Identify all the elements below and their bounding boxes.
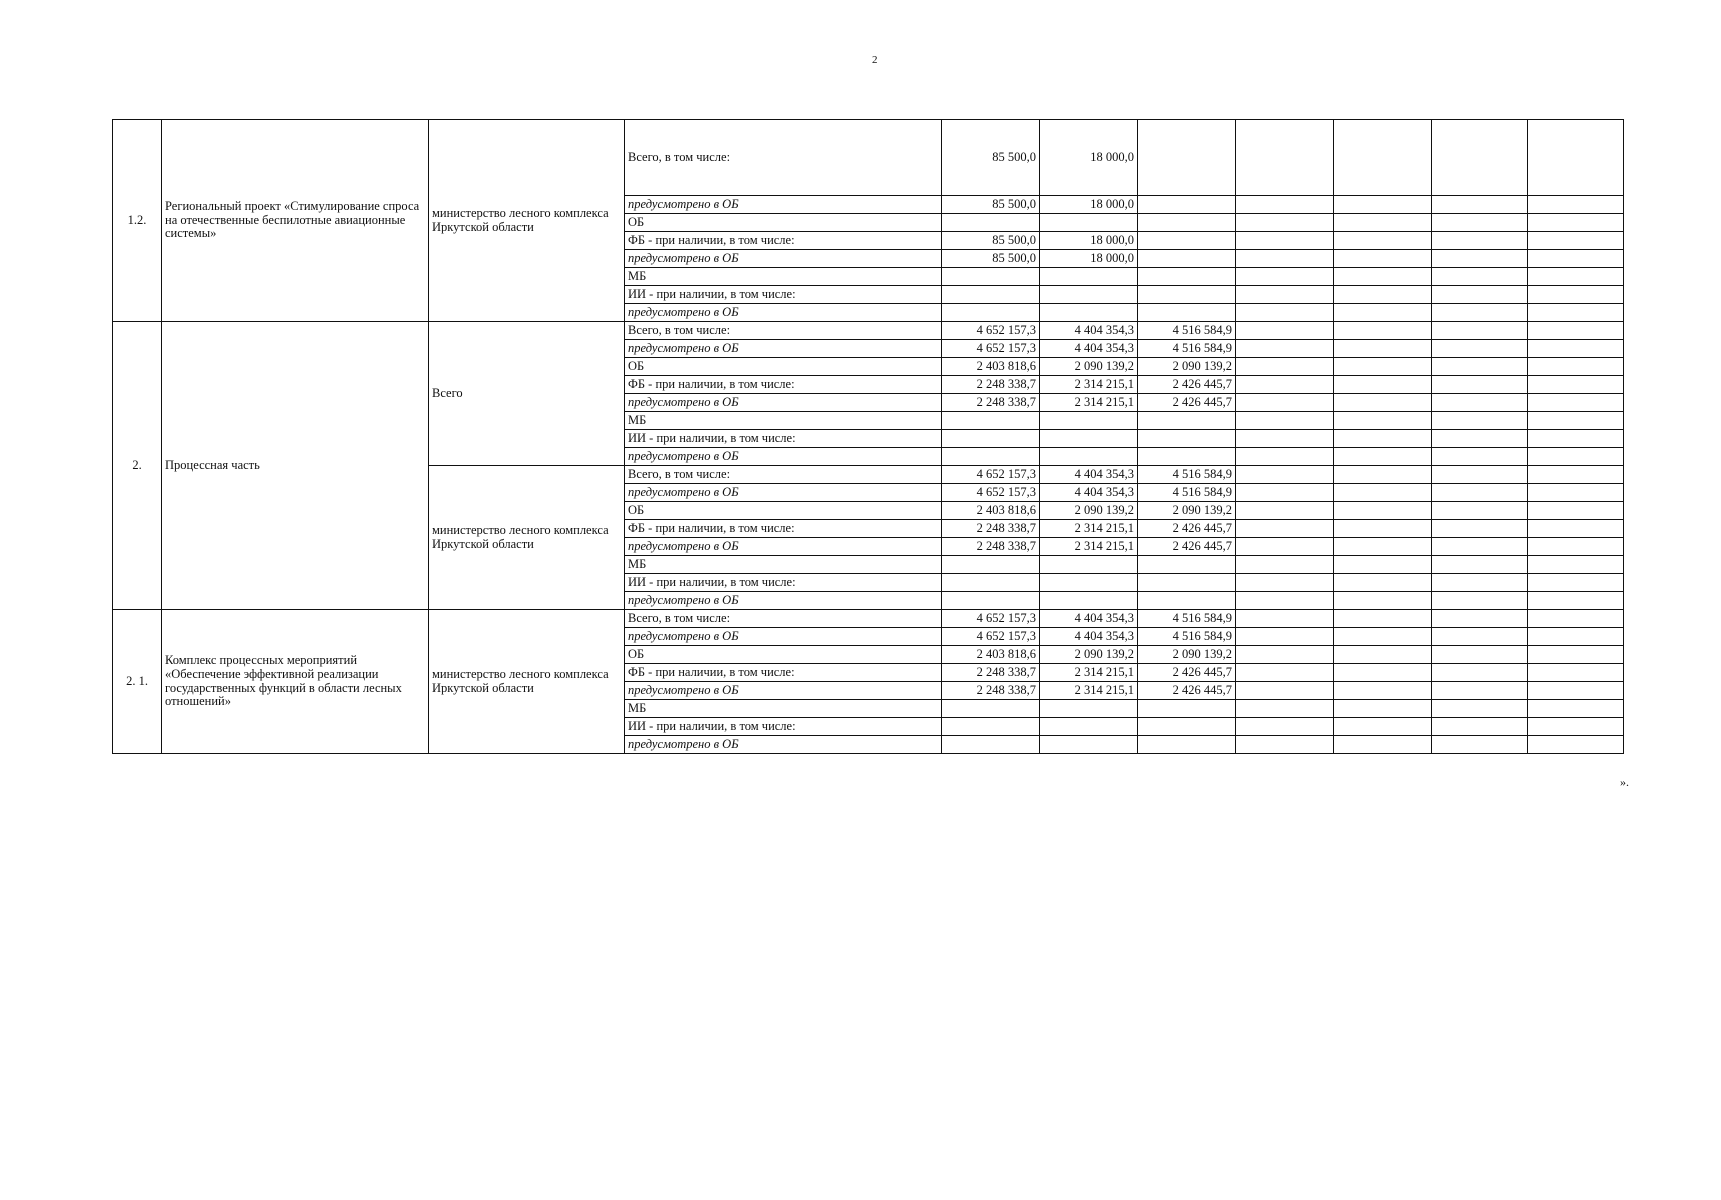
empty-cell: [1236, 700, 1334, 718]
empty-cell: [1432, 556, 1528, 574]
amount-cell: 2 426 445,7: [1138, 394, 1236, 412]
funding-source-cell: ИИ - при наличии, в том числе:: [625, 718, 942, 736]
empty-cell: [1236, 466, 1334, 484]
empty-cell: [1236, 120, 1334, 196]
empty-cell: [1334, 214, 1432, 232]
empty-cell: [1528, 214, 1624, 232]
empty-cell: [1432, 574, 1528, 592]
empty-cell: [1334, 628, 1432, 646]
empty-cell: [1432, 232, 1528, 250]
empty-cell: [1334, 682, 1432, 700]
funding-source-cell: ФБ - при наличии, в том числе:: [625, 664, 942, 682]
funding-source-cell: ИИ - при наличии, в том числе:: [625, 430, 942, 448]
empty-cell: [1432, 268, 1528, 286]
empty-cell: [1236, 268, 1334, 286]
empty-cell: [1432, 412, 1528, 430]
empty-cell: [1528, 574, 1624, 592]
empty-cell: [1334, 718, 1432, 736]
empty-cell: [1334, 646, 1432, 664]
amount-cell: 85 500,0: [942, 232, 1040, 250]
empty-cell: [1432, 610, 1528, 628]
funding-source-cell: МБ: [625, 700, 942, 718]
funding-source-cell: предусмотрено в ОБ: [625, 250, 942, 268]
amount-cell: 4 652 157,3: [942, 322, 1040, 340]
empty-cell: [1528, 322, 1624, 340]
empty-cell: [1334, 574, 1432, 592]
amount-cell: 2 248 338,7: [942, 394, 1040, 412]
amount-cell: [1138, 120, 1236, 196]
empty-cell: [1236, 394, 1334, 412]
empty-cell: [1432, 286, 1528, 304]
amount-cell: 18 000,0: [1040, 196, 1138, 214]
amount-cell: 2 403 818,6: [942, 646, 1040, 664]
empty-cell: [1236, 502, 1334, 520]
amount-cell: [942, 700, 1040, 718]
amount-cell: 18 000,0: [1040, 232, 1138, 250]
empty-cell: [1334, 376, 1432, 394]
empty-cell: [1334, 592, 1432, 610]
empty-cell: [1236, 196, 1334, 214]
table-body: [113, 120, 1624, 754]
empty-cell: [1236, 646, 1334, 664]
empty-cell: [1432, 214, 1528, 232]
empty-cell: [1236, 412, 1334, 430]
empty-cell: [1236, 718, 1334, 736]
empty-cell: [1236, 304, 1334, 322]
amount-cell: 2 426 445,7: [1138, 520, 1236, 538]
empty-cell: [1528, 466, 1624, 484]
amount-cell: [1040, 448, 1138, 466]
amount-cell: 2 090 139,2: [1040, 502, 1138, 520]
funding-source-cell: ФБ - при наличии, в том числе:: [625, 232, 942, 250]
empty-cell: [1528, 268, 1624, 286]
empty-cell: [1528, 592, 1624, 610]
empty-cell: [1432, 466, 1528, 484]
amount-cell: 4 652 157,3: [942, 610, 1040, 628]
empty-cell: [1528, 628, 1624, 646]
amount-cell: [942, 286, 1040, 304]
amount-cell: 2 090 139,2: [1040, 646, 1138, 664]
empty-cell: [1334, 736, 1432, 754]
empty-cell: [1528, 448, 1624, 466]
amount-cell: [1040, 592, 1138, 610]
amount-cell: [942, 736, 1040, 754]
amount-cell: 2 426 445,7: [1138, 376, 1236, 394]
amount-cell: 2 314 215,1: [1040, 664, 1138, 682]
empty-cell: [1528, 120, 1624, 196]
amount-cell: 2 248 338,7: [942, 520, 1040, 538]
empty-cell: [1236, 322, 1334, 340]
empty-cell: [1528, 394, 1624, 412]
amount-cell: [1040, 304, 1138, 322]
empty-cell: [1334, 610, 1432, 628]
empty-cell: [1432, 196, 1528, 214]
amount-cell: 2 248 338,7: [942, 376, 1040, 394]
amount-cell: [1138, 736, 1236, 754]
amount-cell: [1040, 430, 1138, 448]
empty-cell: [1334, 196, 1432, 214]
empty-cell: [1432, 376, 1528, 394]
empty-cell: [1528, 718, 1624, 736]
table-row: [113, 322, 1624, 340]
empty-cell: [1334, 664, 1432, 682]
empty-cell: [1528, 520, 1624, 538]
empty-cell: [1334, 268, 1432, 286]
empty-cell: [1334, 322, 1432, 340]
section-number: 1.2.: [113, 120, 162, 322]
empty-cell: [1236, 376, 1334, 394]
funding-source-cell: Всего, в том числе:: [625, 466, 942, 484]
empty-cell: [1334, 502, 1432, 520]
amount-cell: 85 500,0: [942, 250, 1040, 268]
amount-cell: [942, 556, 1040, 574]
empty-cell: [1528, 736, 1624, 754]
amount-cell: [1138, 430, 1236, 448]
empty-cell: [1528, 250, 1624, 268]
empty-cell: [1236, 448, 1334, 466]
empty-cell: [1236, 484, 1334, 502]
amount-cell: [1138, 268, 1236, 286]
funding-source-cell: предусмотрено в ОБ: [625, 448, 942, 466]
empty-cell: [1236, 574, 1334, 592]
amount-cell: [1138, 250, 1236, 268]
empty-cell: [1236, 610, 1334, 628]
empty-cell: [1528, 286, 1624, 304]
amount-cell: [942, 448, 1040, 466]
table-row: [113, 610, 1624, 628]
executor-cell: министерство лесного комплекса Иркутской области: [429, 466, 625, 610]
amount-cell: 4 516 584,9: [1138, 628, 1236, 646]
amount-cell: 2 090 139,2: [1138, 358, 1236, 376]
empty-cell: [1236, 214, 1334, 232]
empty-cell: [1236, 556, 1334, 574]
funding-source-cell: Всего, в том числе:: [625, 120, 942, 196]
funding-source-cell: ИИ - при наличии, в том числе:: [625, 286, 942, 304]
empty-cell: [1236, 520, 1334, 538]
amount-cell: [1138, 592, 1236, 610]
amount-cell: 2 426 445,7: [1138, 682, 1236, 700]
amount-cell: 4 404 354,3: [1040, 628, 1138, 646]
amount-cell: 2 090 139,2: [1138, 646, 1236, 664]
empty-cell: [1528, 358, 1624, 376]
empty-cell: [1334, 232, 1432, 250]
empty-cell: [1334, 484, 1432, 502]
amount-cell: [1040, 574, 1138, 592]
amount-cell: 2 248 338,7: [942, 538, 1040, 556]
empty-cell: [1236, 592, 1334, 610]
funding-source-cell: Всего, в том числе:: [625, 322, 942, 340]
amount-cell: 4 404 354,3: [1040, 322, 1138, 340]
funding-source-cell: ОБ: [625, 214, 942, 232]
amount-cell: 2 314 215,1: [1040, 682, 1138, 700]
empty-cell: [1432, 538, 1528, 556]
empty-cell: [1334, 538, 1432, 556]
empty-cell: [1236, 430, 1334, 448]
amount-cell: 2 403 818,6: [942, 502, 1040, 520]
empty-cell: [1334, 430, 1432, 448]
amount-cell: 2 426 445,7: [1138, 538, 1236, 556]
empty-cell: [1432, 340, 1528, 358]
amount-cell: [1138, 448, 1236, 466]
amount-cell: 2 248 338,7: [942, 682, 1040, 700]
amount-cell: 2 090 139,2: [1040, 358, 1138, 376]
section-number: 2.: [113, 322, 162, 610]
amount-cell: [942, 214, 1040, 232]
amount-cell: [942, 412, 1040, 430]
amount-cell: [1138, 286, 1236, 304]
amount-cell: 85 500,0: [942, 196, 1040, 214]
executor-cell: Всего: [429, 322, 625, 466]
amount-cell: [1138, 412, 1236, 430]
empty-cell: [1236, 358, 1334, 376]
empty-cell: [1528, 556, 1624, 574]
empty-cell: [1432, 664, 1528, 682]
empty-cell: [1528, 484, 1624, 502]
empty-cell: [1432, 520, 1528, 538]
empty-cell: [1236, 736, 1334, 754]
empty-cell: [1236, 232, 1334, 250]
amount-cell: 2 314 215,1: [1040, 376, 1138, 394]
amount-cell: [1040, 736, 1138, 754]
empty-cell: [1334, 340, 1432, 358]
funding-source-cell: предусмотрено в ОБ: [625, 682, 942, 700]
empty-cell: [1432, 250, 1528, 268]
empty-cell: [1528, 430, 1624, 448]
empty-cell: [1432, 646, 1528, 664]
budget-table: [112, 119, 1624, 754]
amount-cell: 4 652 157,3: [942, 340, 1040, 358]
executor-cell: министерство лесного комплекса Иркутской области: [429, 120, 625, 322]
empty-cell: [1334, 394, 1432, 412]
amount-cell: [1040, 718, 1138, 736]
empty-cell: [1432, 682, 1528, 700]
empty-cell: [1334, 466, 1432, 484]
funding-source-cell: ОБ: [625, 646, 942, 664]
amount-cell: 18 000,0: [1040, 120, 1138, 196]
amount-cell: 2 403 818,6: [942, 358, 1040, 376]
section-number: 2. 1.: [113, 610, 162, 754]
funding-source-cell: ИИ - при наличии, в том числе:: [625, 574, 942, 592]
funding-source-cell: предусмотрено в ОБ: [625, 628, 942, 646]
empty-cell: [1528, 664, 1624, 682]
amount-cell: 4 404 354,3: [1040, 466, 1138, 484]
funding-source-cell: предусмотрено в ОБ: [625, 538, 942, 556]
amount-cell: 4 652 157,3: [942, 484, 1040, 502]
amount-cell: [942, 718, 1040, 736]
empty-cell: [1528, 682, 1624, 700]
empty-cell: [1334, 120, 1432, 196]
funding-source-cell: ФБ - при наличии, в том числе:: [625, 520, 942, 538]
amount-cell: [1040, 214, 1138, 232]
section-name: Региональный проект «Стимулирование спроса на отечественные беспилотные авиационные системы»: [162, 120, 429, 322]
empty-cell: [1432, 484, 1528, 502]
empty-cell: [1432, 448, 1528, 466]
amount-cell: 2 314 215,1: [1040, 538, 1138, 556]
executor-cell: министерство лесного комплекса Иркутской области: [429, 610, 625, 754]
funding-source-cell: предусмотрено в ОБ: [625, 340, 942, 358]
funding-source-cell: Всего, в том числе:: [625, 610, 942, 628]
amount-cell: 4 404 354,3: [1040, 484, 1138, 502]
section-name: Процессная часть: [162, 322, 429, 610]
funding-source-cell: ОБ: [625, 502, 942, 520]
empty-cell: [1528, 340, 1624, 358]
empty-cell: [1528, 376, 1624, 394]
empty-cell: [1334, 448, 1432, 466]
empty-cell: [1334, 556, 1432, 574]
funding-source-cell: МБ: [625, 268, 942, 286]
empty-cell: [1334, 700, 1432, 718]
empty-cell: [1334, 358, 1432, 376]
empty-cell: [1236, 340, 1334, 358]
empty-cell: [1528, 502, 1624, 520]
empty-cell: [1432, 628, 1528, 646]
amount-cell: [1040, 700, 1138, 718]
amount-cell: [1138, 574, 1236, 592]
funding-source-cell: МБ: [625, 412, 942, 430]
closing-quote-mark: ».: [1620, 775, 1629, 789]
empty-cell: [1236, 664, 1334, 682]
empty-cell: [1236, 628, 1334, 646]
funding-source-cell: предусмотрено в ОБ: [625, 592, 942, 610]
empty-cell: [1334, 412, 1432, 430]
amount-cell: [1138, 196, 1236, 214]
amount-cell: 4 652 157,3: [942, 628, 1040, 646]
amount-cell: 85 500,0: [942, 120, 1040, 196]
amount-cell: 4 652 157,3: [942, 466, 1040, 484]
amount-cell: [1040, 268, 1138, 286]
empty-cell: [1528, 646, 1624, 664]
funding-source-cell: предусмотрено в ОБ: [625, 484, 942, 502]
empty-cell: [1528, 304, 1624, 322]
amount-cell: 18 000,0: [1040, 250, 1138, 268]
amount-cell: [1138, 718, 1236, 736]
empty-cell: [1432, 718, 1528, 736]
empty-cell: [1432, 120, 1528, 196]
empty-cell: [1432, 394, 1528, 412]
amount-cell: 2 090 139,2: [1138, 502, 1236, 520]
empty-cell: [1334, 286, 1432, 304]
amount-cell: [942, 430, 1040, 448]
amount-cell: 2 248 338,7: [942, 664, 1040, 682]
empty-cell: [1334, 520, 1432, 538]
amount-cell: 4 516 584,9: [1138, 484, 1236, 502]
amount-cell: [1138, 304, 1236, 322]
amount-cell: 2 314 215,1: [1040, 394, 1138, 412]
amount-cell: [1040, 556, 1138, 574]
empty-cell: [1432, 700, 1528, 718]
empty-cell: [1528, 610, 1624, 628]
amount-cell: 4 516 584,9: [1138, 610, 1236, 628]
amount-cell: [1040, 412, 1138, 430]
amount-cell: [942, 304, 1040, 322]
amount-cell: 4 516 584,9: [1138, 322, 1236, 340]
amount-cell: 4 516 584,9: [1138, 340, 1236, 358]
empty-cell: [1432, 502, 1528, 520]
table-row: [113, 120, 1624, 196]
amount-cell: [1138, 232, 1236, 250]
empty-cell: [1334, 304, 1432, 322]
empty-cell: [1528, 412, 1624, 430]
funding-source-cell: предусмотрено в ОБ: [625, 736, 942, 754]
amount-cell: [1138, 214, 1236, 232]
empty-cell: [1528, 700, 1624, 718]
empty-cell: [1236, 682, 1334, 700]
funding-source-cell: предусмотрено в ОБ: [625, 304, 942, 322]
amount-cell: 2 426 445,7: [1138, 664, 1236, 682]
amount-cell: 2 314 215,1: [1040, 520, 1138, 538]
empty-cell: [1236, 286, 1334, 304]
funding-source-cell: ФБ - при наличии, в том числе:: [625, 376, 942, 394]
empty-cell: [1432, 736, 1528, 754]
empty-cell: [1236, 538, 1334, 556]
empty-cell: [1432, 592, 1528, 610]
funding-source-cell: ОБ: [625, 358, 942, 376]
empty-cell: [1528, 196, 1624, 214]
empty-cell: [1528, 232, 1624, 250]
empty-cell: [1432, 322, 1528, 340]
amount-cell: [1138, 556, 1236, 574]
section-name: Комплекс процессных мероприятий «Обеспечение эффективной реализации государственных функций в области лесных отношений»: [162, 610, 429, 754]
empty-cell: [1432, 358, 1528, 376]
amount-cell: [942, 592, 1040, 610]
empty-cell: [1432, 430, 1528, 448]
amount-cell: [942, 268, 1040, 286]
amount-cell: 4 516 584,9: [1138, 466, 1236, 484]
amount-cell: [1138, 700, 1236, 718]
page-number: 2: [872, 54, 878, 66]
empty-cell: [1334, 250, 1432, 268]
amount-cell: 4 404 354,3: [1040, 340, 1138, 358]
empty-cell: [1528, 538, 1624, 556]
empty-cell: [1236, 250, 1334, 268]
empty-cell: [1432, 304, 1528, 322]
amount-cell: [942, 574, 1040, 592]
funding-source-cell: предусмотрено в ОБ: [625, 394, 942, 412]
funding-source-cell: МБ: [625, 556, 942, 574]
amount-cell: 4 404 354,3: [1040, 610, 1138, 628]
amount-cell: [1040, 286, 1138, 304]
funding-source-cell: предусмотрено в ОБ: [625, 196, 942, 214]
